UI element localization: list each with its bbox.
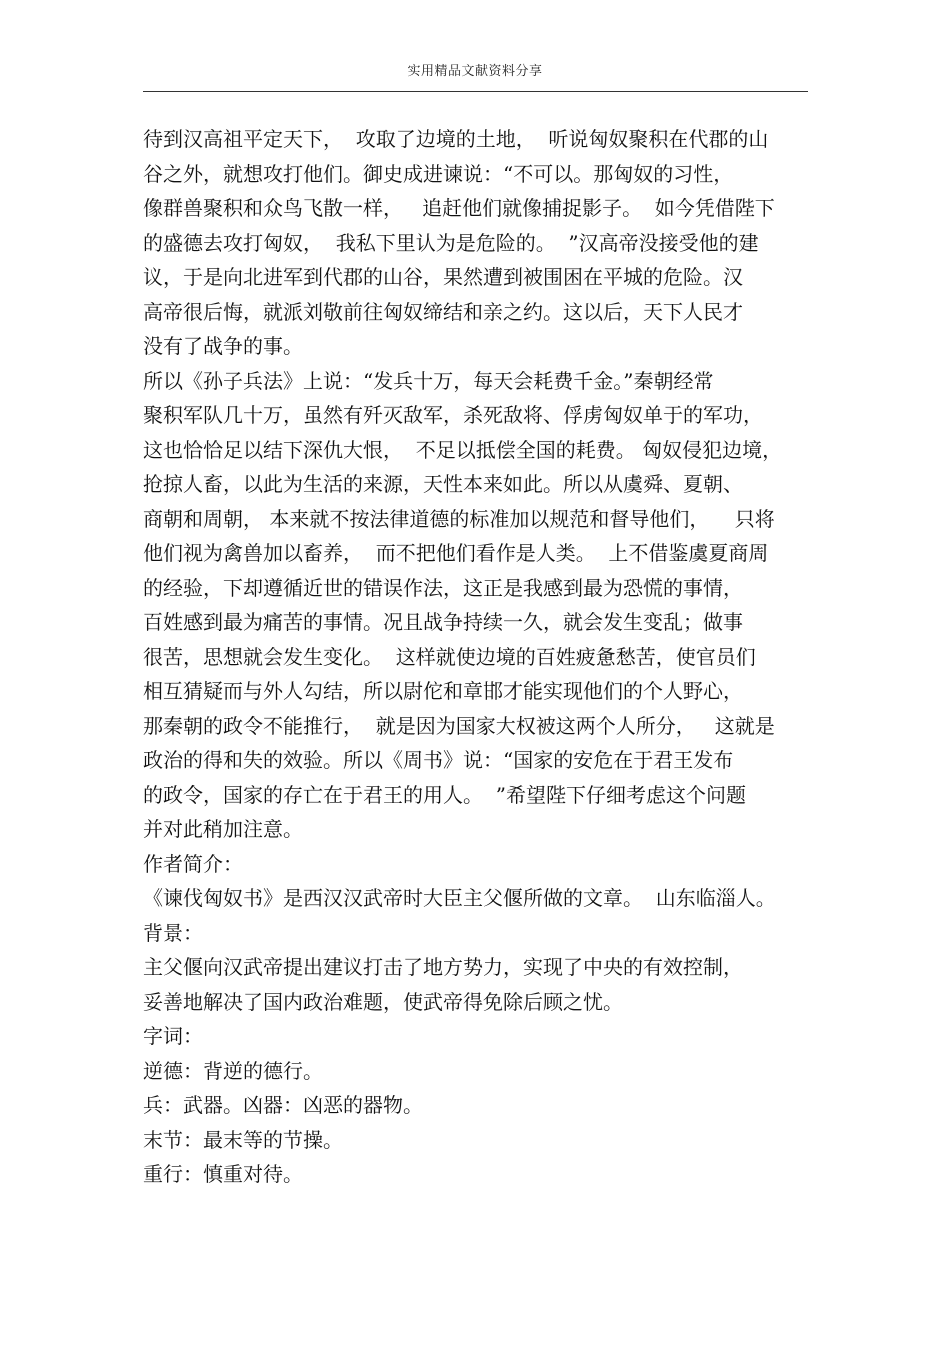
text-line: 的政令，国家的存亡在于君王的用人。 ”希望陛下仔细考虑这个问题 xyxy=(143,782,746,807)
text-line: 待到汉高祖平定天下， 攻取了边境的土地， 听说匈奴聚积在代郡的山 xyxy=(143,127,769,151)
text-line: 并对此稍加注意。 xyxy=(143,817,303,841)
vocab-entry: 兵：武器。凶器：凶恶的器物。 xyxy=(143,1093,423,1117)
vocab-entry: 末节：最末等的节操。 xyxy=(143,1127,343,1152)
text-line: 聚积军队几十万，虽然有歼灭敌军，杀死敌将、俘虏匈奴单于的军功， xyxy=(143,403,763,427)
section-heading-vocabulary: 字词： xyxy=(143,1024,203,1048)
text-line: 抢掠人畜，以此为生活的来源，天性本来如此。所以从虞舜、夏朝、 xyxy=(143,472,743,496)
text-line: 很苦，思想就会发生变化。 这样就使边境的百姓疲惫愁苦，使官员们 xyxy=(143,644,756,669)
header-divider xyxy=(143,91,808,92)
section-heading-background: 背景： xyxy=(143,920,203,945)
page-header: 实用精品文献资料分享 xyxy=(407,64,543,79)
text-line: 百姓感到最为痛苦的事情。况且战争持续一久，就会发生变乱；做事 xyxy=(143,610,743,634)
text-line: 主父偃向汉武帝提出建议打击了地方势力，实现了中央的有效控制， xyxy=(143,955,743,979)
text-line: 的盛德去攻打匈奴， 我私下里认为是危险的。 ”汉高帝没接受他的建 xyxy=(143,230,759,255)
text-line: 妥善地解决了国内政治难题，使武帝得免除后顾之忧。 xyxy=(143,989,623,1014)
vocab-entry: 重行：慎重对待。 xyxy=(143,1162,303,1186)
text-line: 没有了战争的事。 xyxy=(143,334,303,358)
text-line: 他们视为禽兽加以畜养， 而不把他们看作是人类。 上不借鉴虞夏商周 xyxy=(143,541,769,565)
text-line: 那秦朝的政令不能推行， 就是因为国家大权被这两个人所分， 这就是 xyxy=(143,713,775,738)
body-text xyxy=(143,122,813,1192)
text-line: 相互猜疑而与外人勾结，所以尉佗和章邯才能实现他们的个人野心， xyxy=(143,679,743,703)
vocab-entry: 逆德：背逆的德行。 xyxy=(143,1058,323,1083)
text-line: 《谏伐匈奴书》是西汉汉武帝时大臣主父偃所做的文章。 山东临淄人。 xyxy=(143,886,776,910)
text-line: 高帝很后悔，就派刘敬前往匈奴缔结和亲之约。这以后，天下人民才 xyxy=(143,299,743,324)
section-heading-author: 作者简介： xyxy=(143,851,243,876)
text-line: 这也恰恰足以结下深仇大恨， 不足以抵偿全国的耗费。 匈奴侵犯边境， xyxy=(143,437,783,462)
text-line: 议，于是向北进军到代郡的山谷，果然遭到被围困在平城的危险。汉 xyxy=(143,265,743,289)
text-line: 政治的得和失的效验。所以《周书》说：“国家的安危在于君王发布 xyxy=(143,748,734,772)
text-line: 商朝和周朝， 本来就不按法律道德的标准加以规范和督导他们， 只将 xyxy=(143,506,775,531)
text-line: 所以《孙子兵法》上说：“发兵十万，每天会耗费千金。”秦朝经常 xyxy=(143,368,714,393)
text-line: 像群兽聚积和众鸟飞散一样， 追赶他们就像捕捉影子。 如今凭借陛下 xyxy=(143,196,775,220)
text-line: 谷之外，就想攻打他们。御史成进谏说：“不可以。那匈奴的习性， xyxy=(143,161,734,186)
text-line: 的经验，下却遵循近世的错误作法，这正是我感到最为恐慌的事情， xyxy=(143,575,743,600)
